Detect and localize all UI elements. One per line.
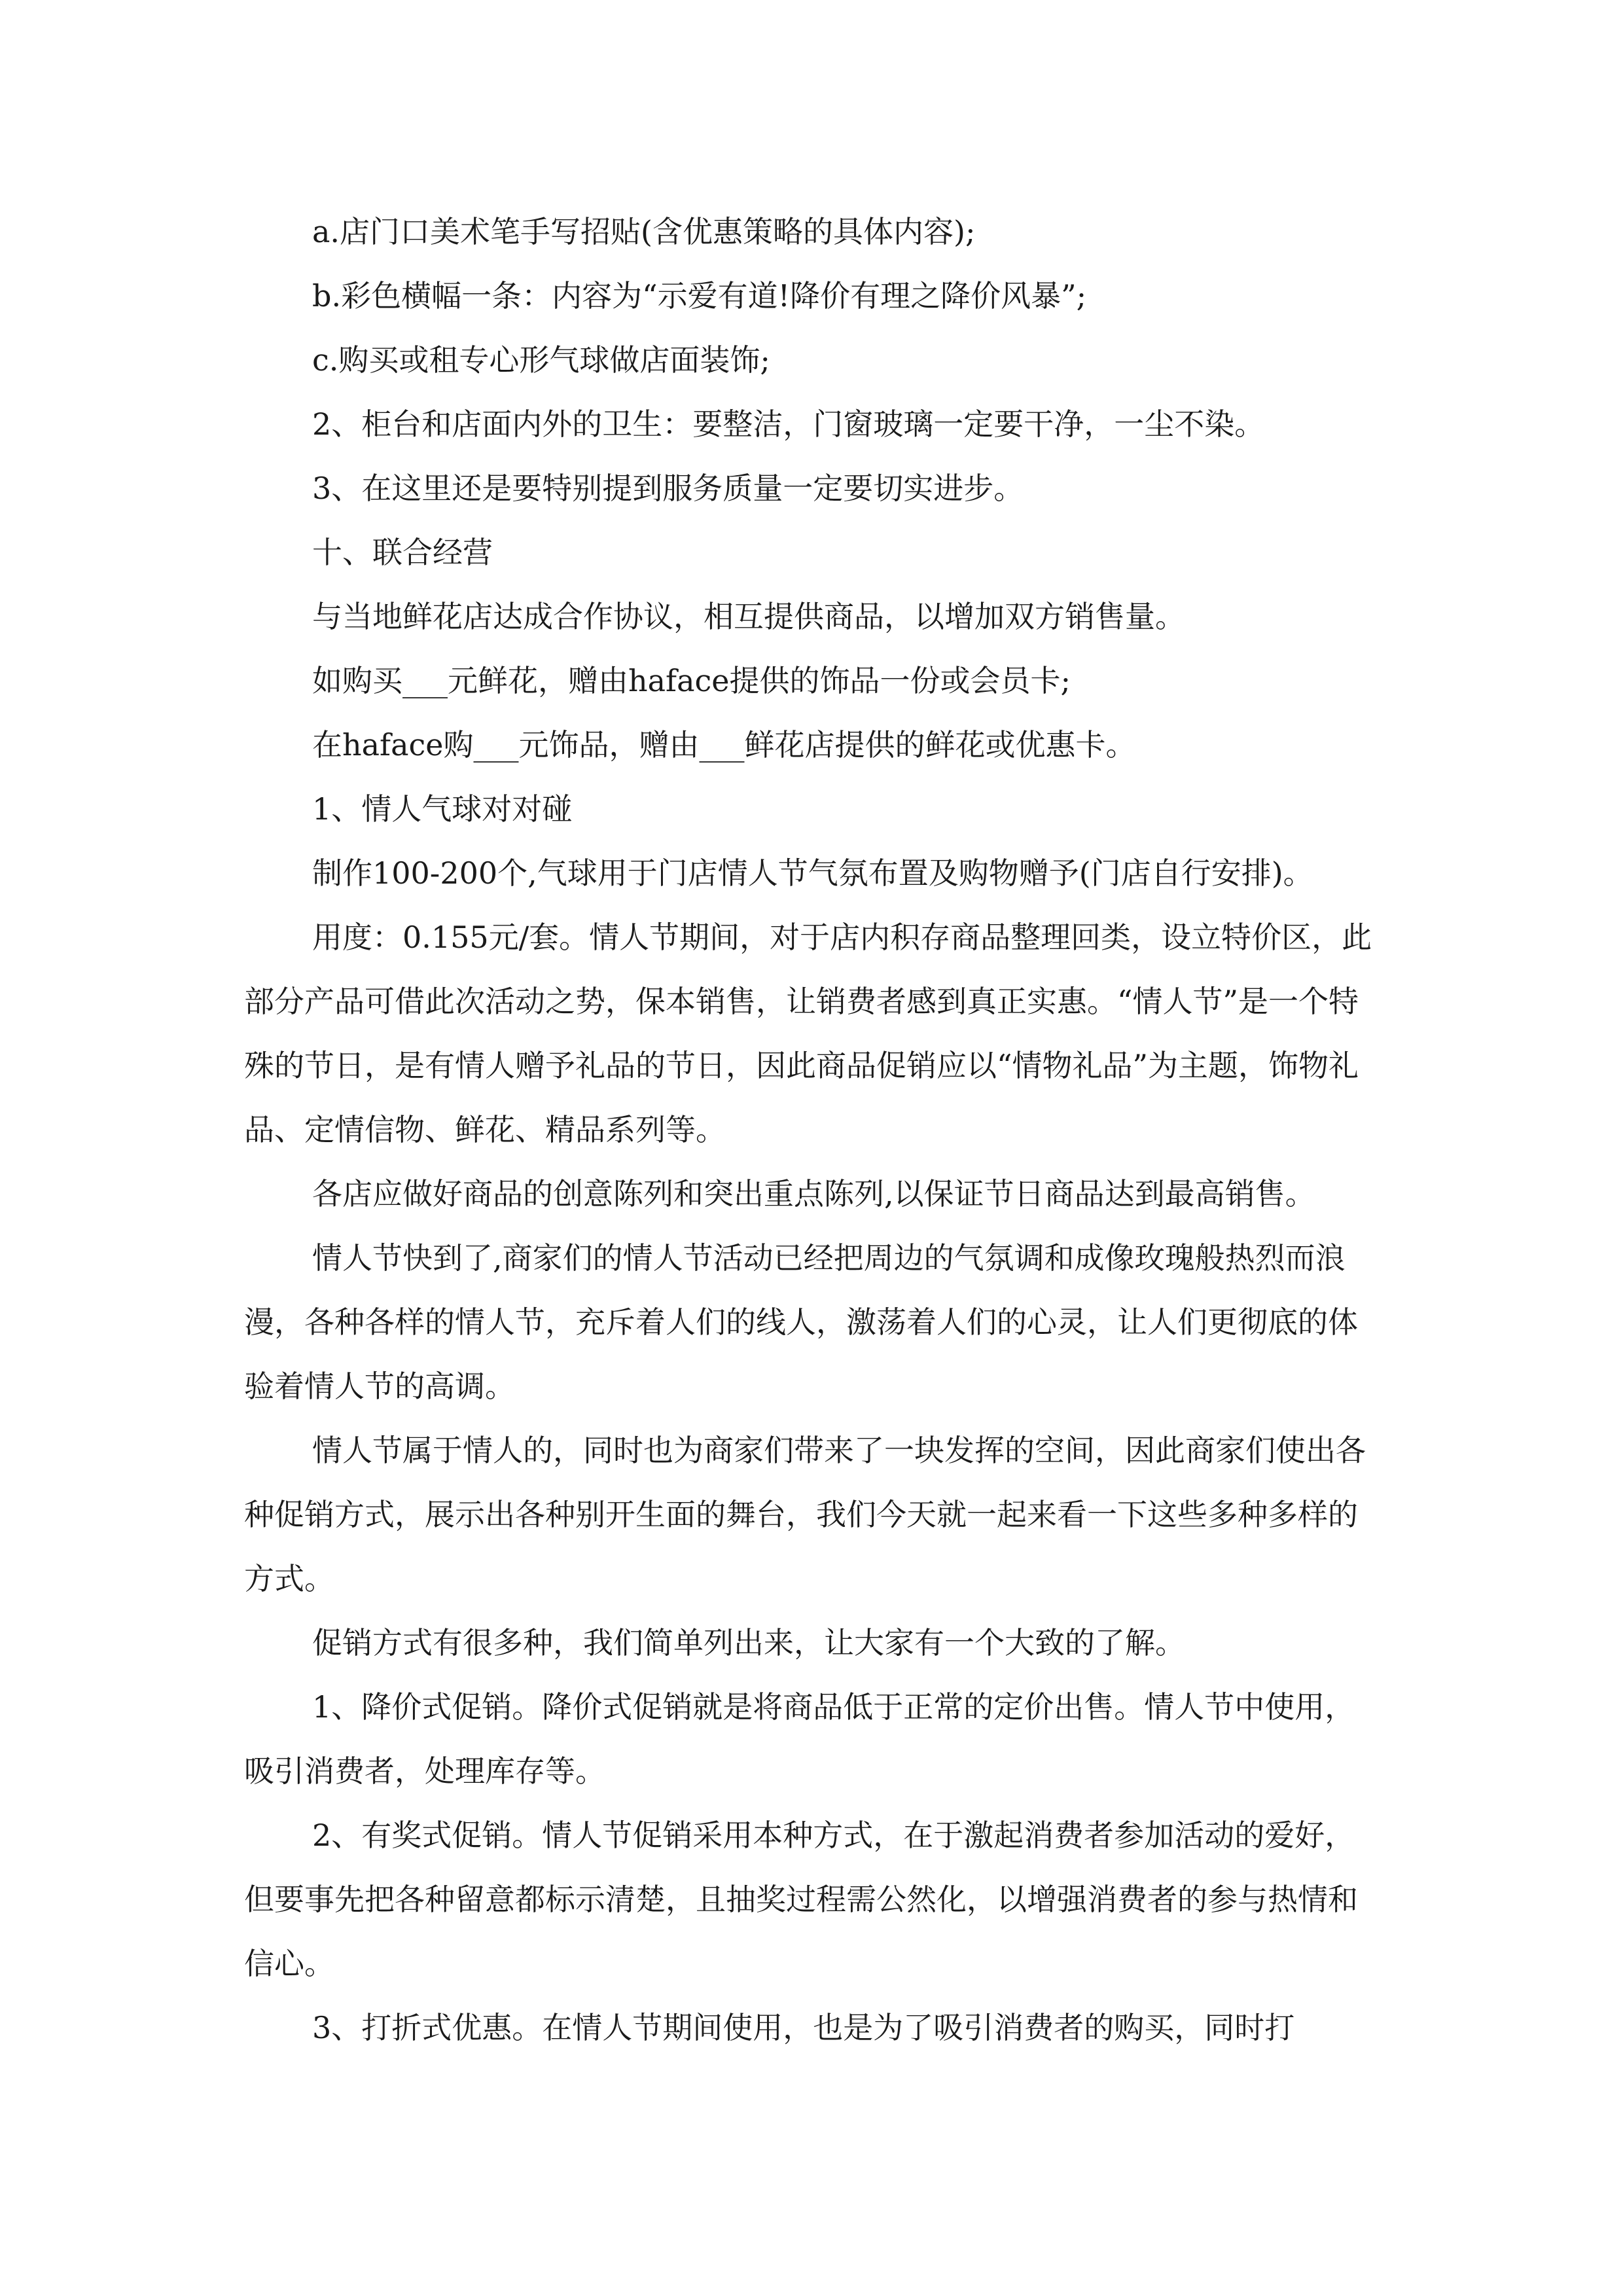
paragraph: 各店应做好商品的创意陈列和突出重点陈列,以保证节日商品达到最高销售。	[312, 1176, 1315, 1211]
paragraph: 用度：0.155元/套。情人节期间，对于店内积存商品整理回类，设立特价区，此部分产品可借此次活动之势，保本销售，让销费者感到真正实惠。“情人节”是一个特殊的节日，是有情人赠予礼品的节日，因此商品促销应以“情物礼品”为主题，饰物礼品、定情信物、鲜花、精品系列等。	[244, 920, 1372, 1147]
paragraph: a.店门口美术笔手写招贴(含优惠策略的具体内容);	[312, 214, 976, 249]
paragraph: 与当地鲜花店达成合作协议，相互提供商品，以增加双方销售量。	[312, 599, 1185, 634]
paragraph: 情人节属于情人的，同时也为商家们带来了一块发挥的空间，因此商家们使出各种促销方式，展示出各种别开生面的舞台，我们今天就一起来看一下这些多种多样的方式。	[244, 1433, 1366, 1596]
paragraph: 制作100-200个,气球用于门店情人节气氛布置及购物赠予(门店自行安排)。	[312, 855, 1313, 891]
paragraph: 3、打折式优惠。在情人节期间使用，也是为了吸引消费者的购买，同时打	[312, 2010, 1295, 2045]
paragraph: 3、在这里还是要特别提到服务质量一定要切实进步。	[312, 471, 1024, 506]
document-body	[244, 200, 1383, 2060]
paragraph: 2、有奖式促销。情人节促销采用本种方式，在于激起消费者参加活动的爱好，但要事先把各种留意都标示清楚，且抽奖过程需公然化，以增强消费者的参与热情和信心。	[244, 1818, 1358, 1981]
paragraph: 在haface购___元饰品，赠由___鲜花店提供的鲜花或优惠卡。	[312, 727, 1136, 762]
paragraph: 如购买___元鲜花，赠由haface提供的饰品一份或会员卡;	[312, 663, 1071, 698]
section-heading: 十、联合经营	[312, 535, 493, 570]
subsection-heading: 1、情人气球对对碰	[312, 791, 573, 827]
paragraph: 1、降价式促销。降价式促销就是将商品低于正常的定价出售。情人节中使用，吸引消费者，处理库存等。	[244, 1689, 1355, 1789]
paragraph: 促销方式有很多种，我们简单列出来，让大家有一个大致的了解。	[312, 1625, 1185, 1660]
paragraph: b.彩色横幅一条：内容为“示爱有道!降价有理之降价风暴”;	[312, 278, 1087, 314]
paragraph: c.购买或租专心形气球做店面装饰;	[312, 342, 770, 378]
paragraph: 2、柜台和店面内外的卫生：要整洁，门窗玻璃一定要干净，一尘不染。	[312, 406, 1265, 442]
paragraph: 情人节快到了,商家们的情人节活动已经把周边的气氛调和成像玫瑰般热烈而浪漫，各种各样的情人节，充斥着人们的线人，激荡着人们的心灵，让人们更彻底的体验着情人节的高调。	[244, 1240, 1358, 1404]
